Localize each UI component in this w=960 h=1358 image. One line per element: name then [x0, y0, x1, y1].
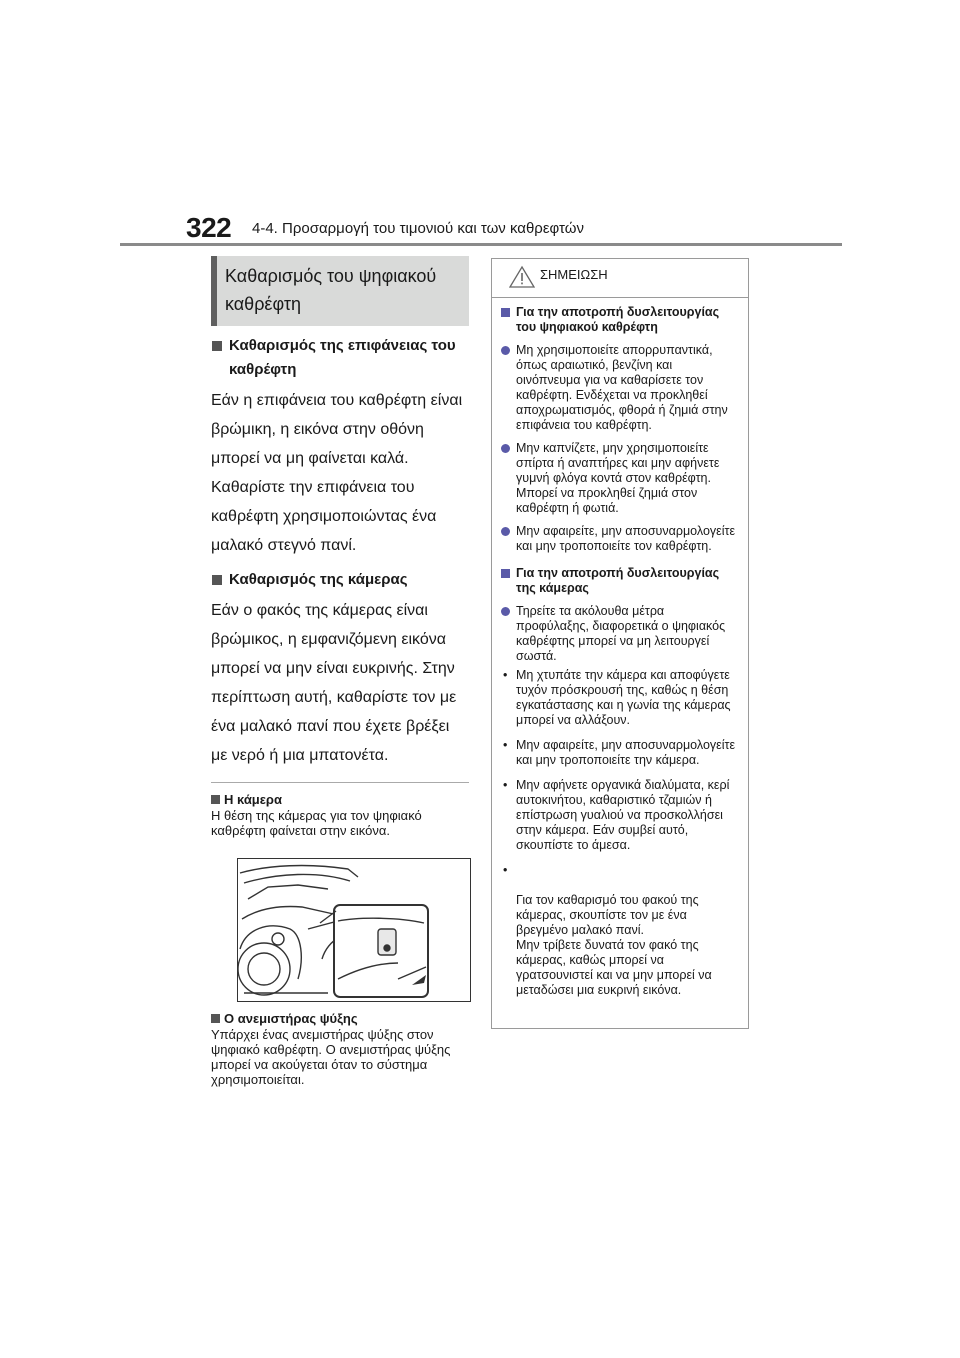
square-bullet-icon: [501, 569, 510, 578]
camera-text: Η θέση της κάμερας για τον ψηφιακό καθρέφτη φαίνεται στην εικόνα.: [211, 808, 422, 838]
circle-bullet-icon: [501, 346, 510, 355]
fan-title: Ο ανεμιστήρας ψύξης: [224, 1011, 358, 1026]
camera-malfunction-title: Για την αποτροπή δυσλειτουργίας της κάμερας: [516, 566, 720, 595]
subsection-title-camera: Καθαρισμός της κάμερας: [229, 571, 408, 588]
list-item: Μην αφαιρείτε, μην αποσυναρμολογείτε και μην τροποποιείτε τον καθρέφτη.: [501, 524, 738, 554]
notice-header: [492, 259, 748, 298]
list-item: Μη χρησιμοποιείτε απορρυπαντικά, όπως αραιωτικό, βενζίνη και οινόπνευμα για να καθαρίσετε τον καθρέφτη. Ενδέχεται να προκληθεί αποχρωματισμός, φθορά ή ζημιά στην επιφάνεια του καθρέφτη.: [501, 343, 738, 433]
fan-heading: [211, 1010, 469, 1027]
square-bullet-icon: [211, 795, 220, 804]
section-title: Καθαρισμός του ψηφιακού καθρέφτη: [225, 266, 437, 314]
header-rule: [120, 243, 842, 246]
mirror-malfunction-title: Για την αποτροπή δυσλειτουργίας του ψηφιακού καθρέφτη: [516, 305, 720, 334]
camera-title: Η κάμερα: [224, 792, 282, 807]
camera-heading: [211, 791, 469, 808]
square-bullet-icon: [211, 1014, 220, 1023]
subsection-heading: [211, 334, 469, 382]
chapter-title: 4-4. Προσαρμογή του τιμονιού και των καθρεφτών: [252, 220, 584, 237]
left-column: [211, 256, 469, 1087]
list-item: • Για τον καθαρισμό του φακού της κάμερας, σκουπίστε τον με ένα βρεγμένο μαλακό πανί. Μην τρίβετε δυνατά τον φακό της κάμερας, καθώς μπορεί να γρατσουνιστεί και να μην μπορεί να μεταδώσει μια ευκρινή εικόνα.: [503, 863, 712, 997]
circle-bullet-icon: [501, 607, 510, 616]
list-item: Τηρείτε τα ακόλουθα μέτρα προφύλαξης, διαφορετικά ο ψηφιακός καθρέφτης μπορεί να μη λειτουργεί σωστά.: [501, 604, 738, 664]
subsection-title-surface: Καθαρισμός της επιφάνειας του καθρέφτη: [229, 337, 456, 378]
notice-group-heading: [501, 566, 738, 596]
square-bullet-icon: [212, 341, 222, 351]
warning-triangle-icon: [509, 265, 535, 289]
fan-text: Υπάρχει ένας ανεμιστήρας ψύξης στον ψηφιακό καθρέφτη. Ο ανεμιστήρας ψύξης μπορεί να ακούγεται όταν το σύστημα χρησιμοποιείται.: [211, 1027, 451, 1087]
section-heading-box: [211, 256, 469, 326]
circle-bullet-icon: [501, 527, 510, 536]
divider: [211, 782, 469, 783]
vehicle-rear-illustration: [238, 859, 470, 1001]
circle-bullet-icon: [501, 444, 510, 453]
square-bullet-icon: [212, 575, 222, 585]
subsection-heading: [211, 568, 469, 592]
list-item: • Μη χτυπάτε την κάμερα και αποφύγετε τυχόν πρόσκρουσή της, καθώς η θέση εγκατάστασης και η γωνία της κάμερας μπορεί να αλλάξουν.: [503, 668, 731, 727]
list-item: Μην καπνίζετε, μην χρησιμοποιείτε σπίρτα ή αναπτήρες και μην αφήνετε γυμνή φλόγα κοντά στον καθρέφτη. Μπορεί να προκληθεί ζημιά στον καθρέφτη ή φωτιά.: [501, 441, 738, 516]
notice-box: [491, 258, 749, 1029]
camera-cleaning-text: Εάν ο φακός της κάμερας είναι βρώμικος, η εμφανιζόμενη εικόνα μπορεί να μην είναι ευκρινής. Στην περίπτωση αυτή, καθαρίστε τον με ένα μαλακό πανί που έχετε βρέξει με νερό ή μια μπατονέτα.: [211, 602, 457, 764]
notice-title: ΣΗΜΕΙΩΣΗ: [540, 267, 608, 282]
surface-cleaning-text: Εάν η επιφάνεια του καθρέφτη είναι βρώμικη, η εικόνα στην οθόνη μπορεί να μη φαίνεται καλά. Καθαρίστε την επιφάνεια του καθρέφτη χρησιμοποιώντας ένα μαλακό στεγνό πανί.: [211, 392, 463, 554]
notice-group-heading: [501, 305, 738, 335]
square-bullet-icon: [501, 308, 510, 317]
notice-body: [492, 305, 748, 998]
list-item: • Μην αφήνετε οργανικά διαλύματα, κερί αυτοκινήτου, καθαριστικό τζαμιών ή επίστρωση γυαλιού να προσκολλήσει στην κάμερα. Εάν συμβεί αυτό, σκουπίστε το άμεσα.: [503, 778, 730, 852]
page-number: 322: [186, 212, 232, 243]
list-item: • Μην αφαιρείτε, μην αποσυναρμολογείτε και μην τροποποιείτε την κάμερα.: [503, 738, 736, 767]
camera-location-illustration: [237, 858, 471, 1002]
